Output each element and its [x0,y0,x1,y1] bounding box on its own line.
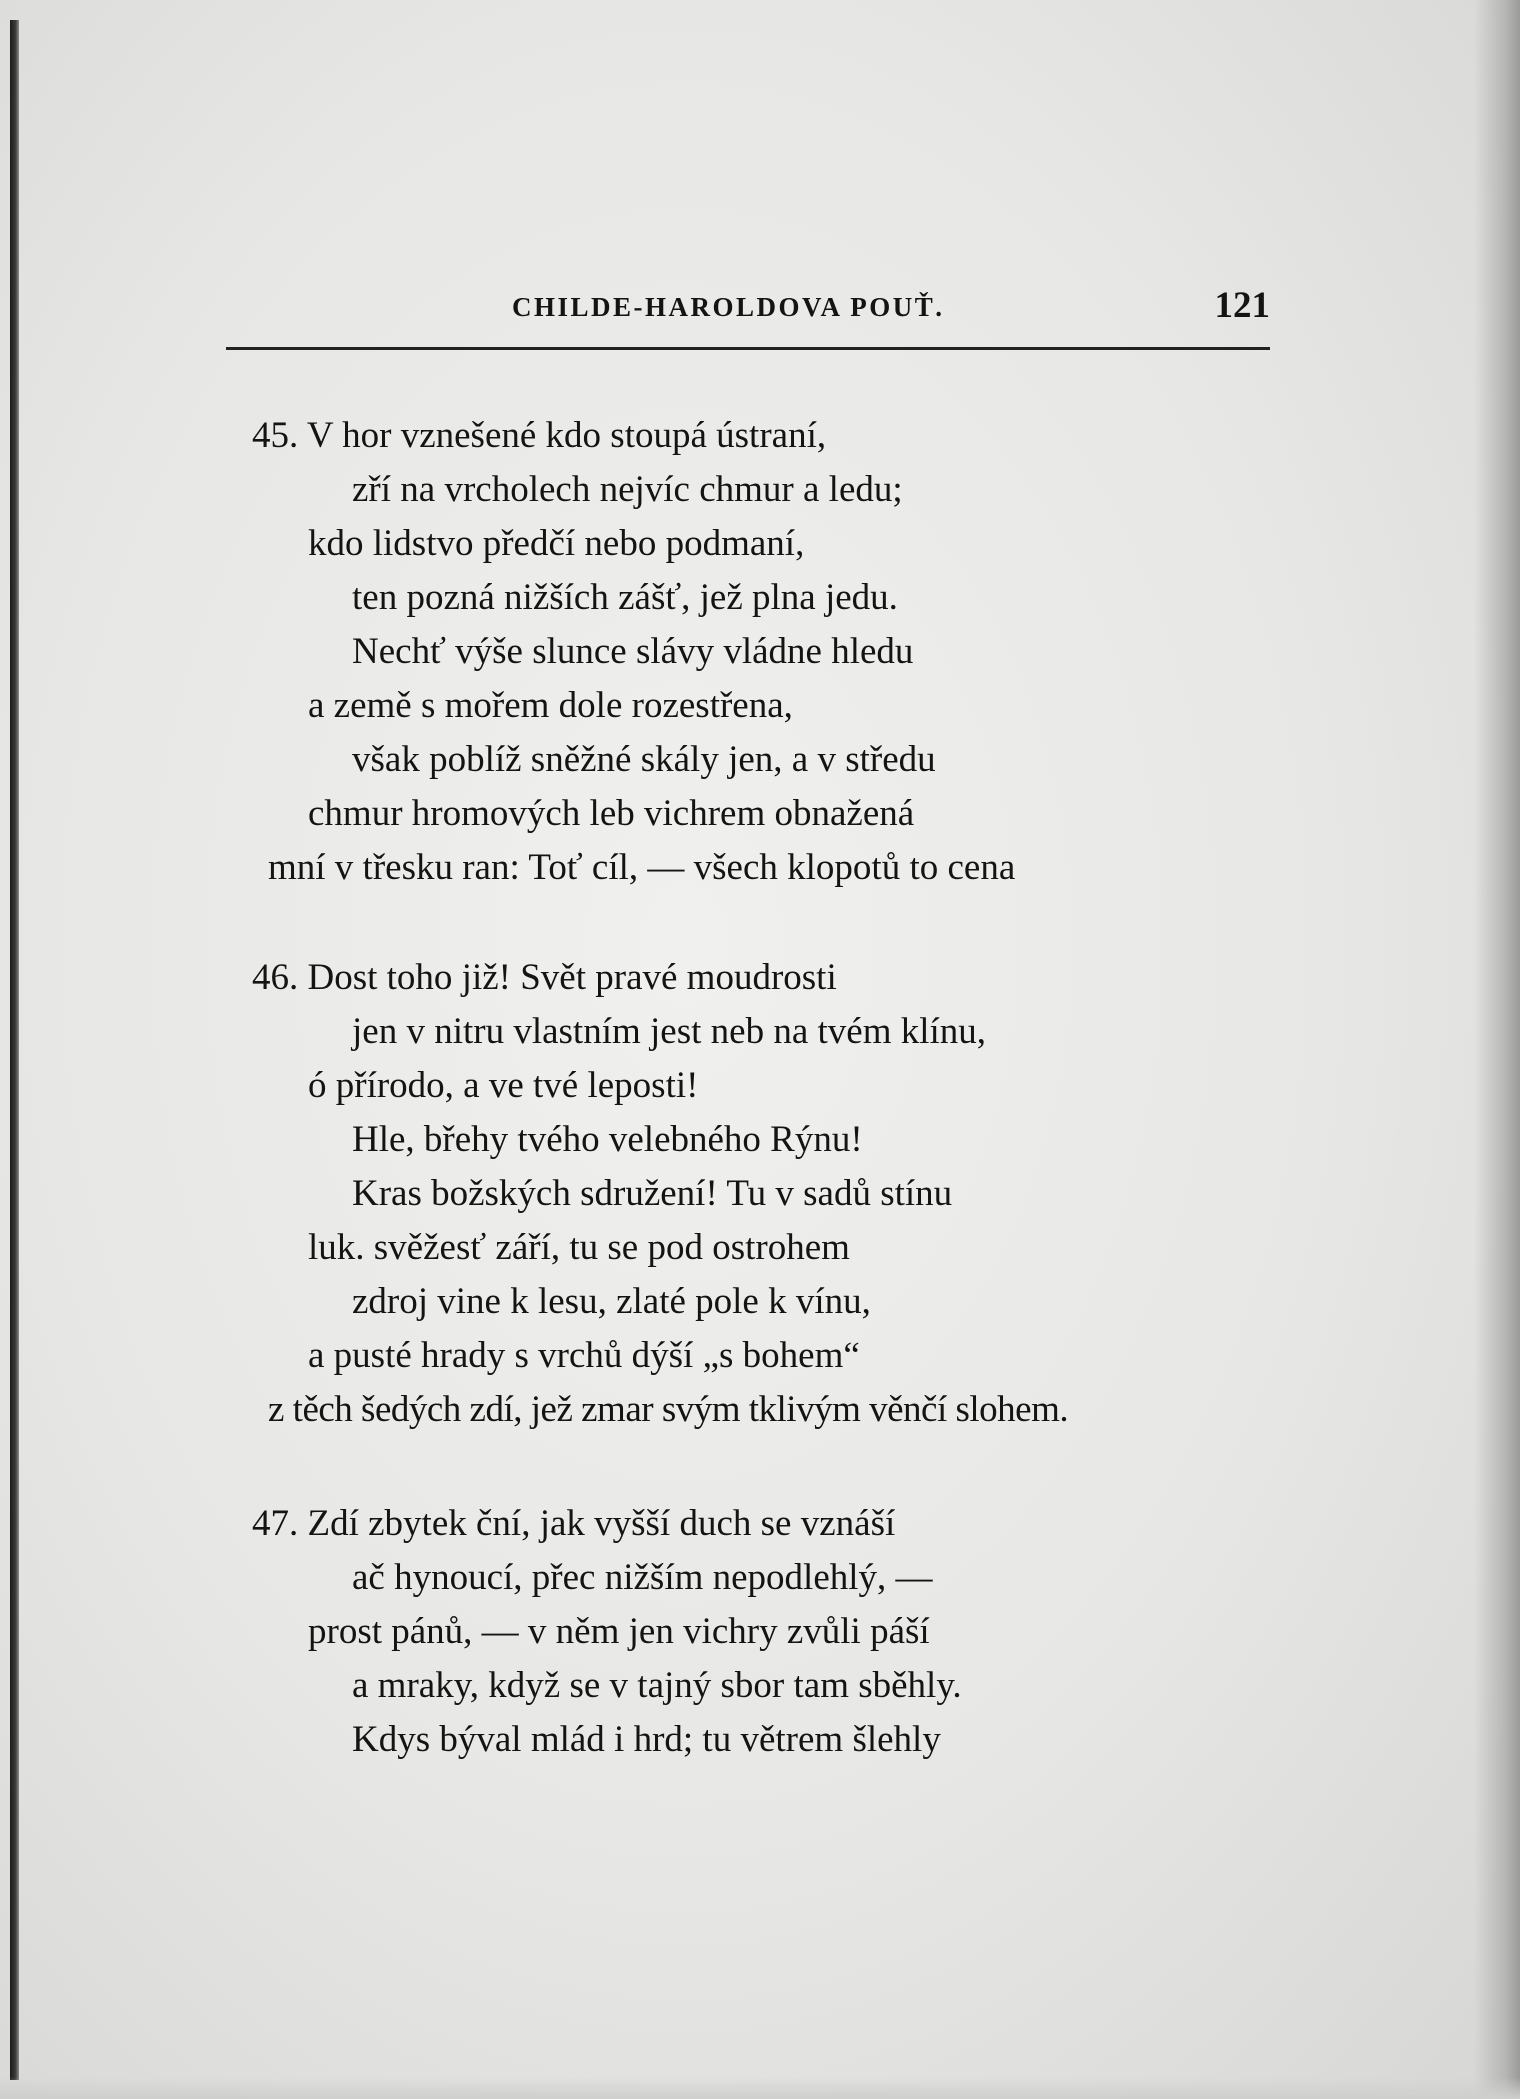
verse-line: Kras božských sdružení! Tu v sadů stínu [352,1173,953,1214]
page-edge-shadow [1474,0,1520,2099]
verse-line: však poblíž sněžné skály jen, a v středu [352,739,936,780]
verse-line: ó přírodo, a ve tvé leposti! [308,1065,699,1106]
verse-line: ač hynoucí, přec nižším nepodlehlý, — [352,1557,933,1598]
running-header [226,282,1270,354]
page-number: 121 [1214,285,1270,326]
verse-line: chmur hromových leb vichrem obnažená [308,793,915,834]
verse-line: luk. svěžesť září, tu se pod ostrohem [308,1227,850,1268]
page-bottom-edge [0,2077,1520,2099]
verse-line: Kdys býval mlád i hrd; tu větrem šlehly [352,1719,941,1760]
verse-line: a země s mořem dole rozestřena, [308,685,793,726]
verse-line: a mraky, když se v tajný sbor tam sběhly. [352,1665,962,1706]
verse-line: zdroj vine k lesu, zlaté pole k vínu, [352,1281,871,1322]
verse-line: zří na vrcholech nejvíc chmur a ledu; [352,469,903,510]
verse-line: 45. V hor vznešené kdo stoupá ústraní, [252,415,827,456]
header-rule [226,347,1270,350]
verse-line: jen v nitru vlastním jest neb na tvém klínu, [352,1011,987,1052]
verse-line: a pusté hrady s vrchů dýší „s bohem“ [308,1335,860,1376]
verse-line: mní v třesku ran: Toť cíl, — všech klopotů to cena [268,847,1016,888]
verse-line: ten pozná nižších zášť, jež plna jedu. [352,577,898,618]
verse-line: kdo lidstvo předčí nebo podmaní, [308,523,805,564]
book-spine-edge [10,20,19,2080]
running-title: CHILDE-HAROLDOVA POUŤ. [512,292,945,322]
verse-line: Nechť výše slunce slávy vládne hledu [352,631,914,672]
verse-line: prost pánů, — v něm jen vichry zvůli páší [308,1611,930,1652]
verse-line: 47. Zdí zbytek ční, jak vyšší duch se vznáší [252,1503,896,1544]
verse-line: 46. Dost toho již! Svět pravé moudrosti [252,957,837,998]
verse-line: z těch šedých zdí, jež zmar svým tklivým věnčí slohem. [268,1389,1069,1430]
verse-line: Hle, břehy tvého velebného Rýnu! [352,1119,863,1160]
